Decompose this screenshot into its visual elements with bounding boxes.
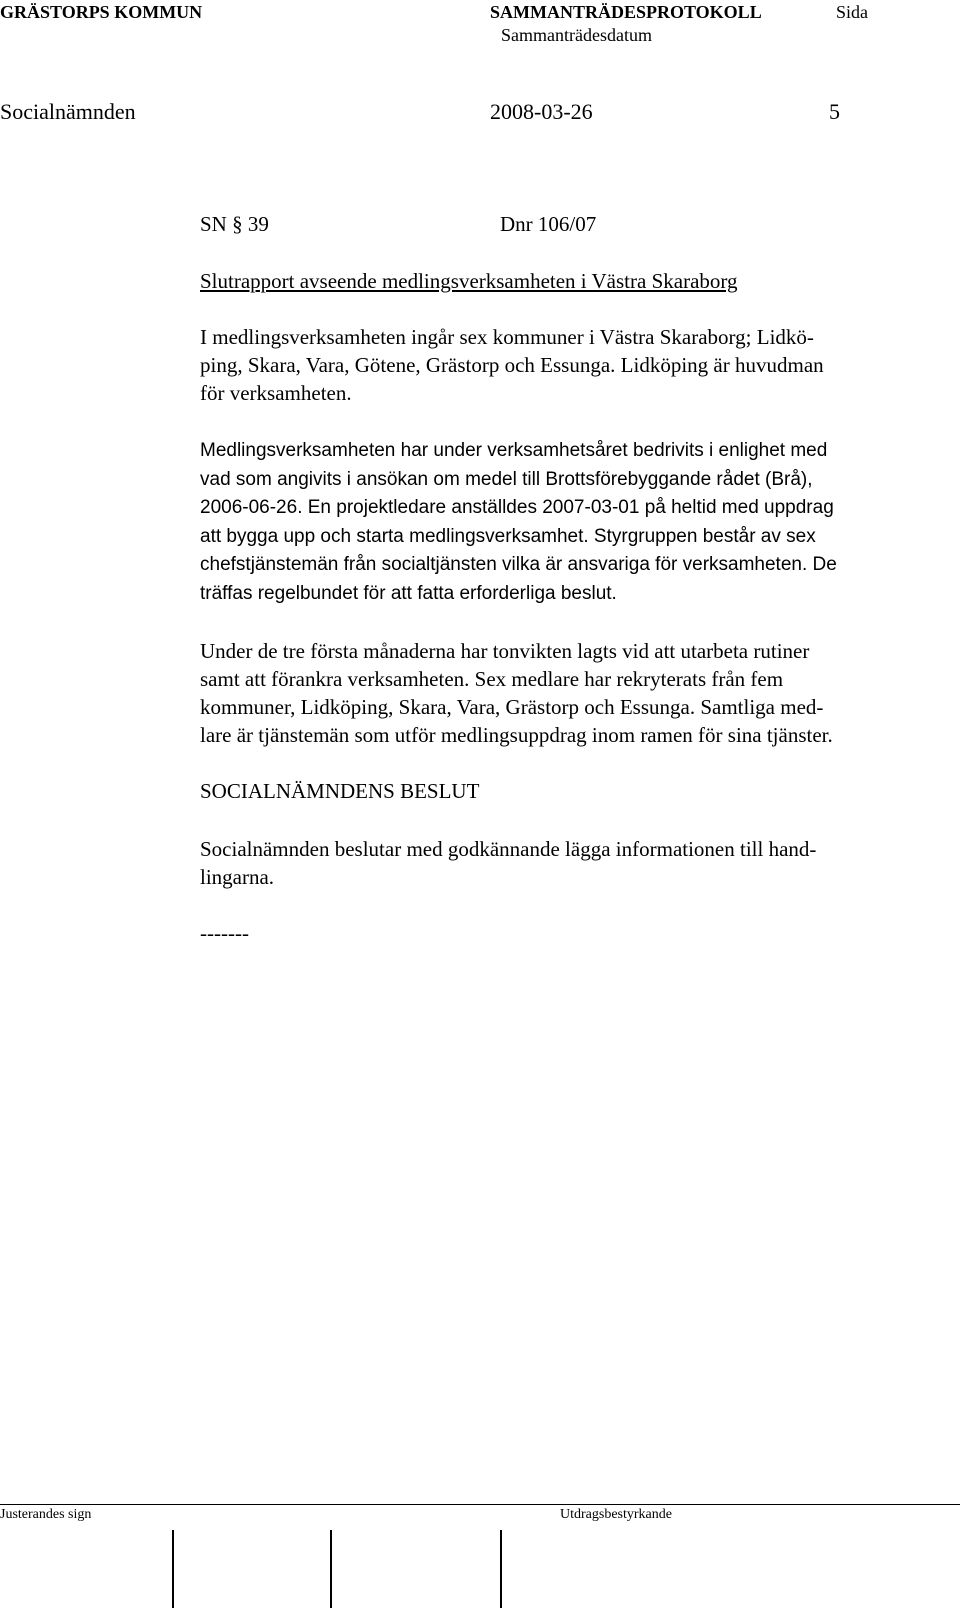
signature-box-divider: [500, 1530, 502, 1608]
paragraph-1: [200, 323, 824, 407]
signature-box-divider: [172, 1530, 174, 1608]
paragraph-3: [200, 637, 833, 749]
meeting-date-label: Sammanträdesdatum: [501, 25, 652, 45]
text-line: träffas regelbundet för att fatta erforderliga beslut.: [200, 582, 617, 604]
paragraph-2: [200, 437, 837, 608]
text-line: ping, Skara, Vara, Götene, Grästorp och Essunga. Lidköping är huvudman: [200, 353, 824, 377]
item-title: Slutrapport avseende medlingsverksamheten i Västra Skaraborg: [200, 269, 738, 293]
text-line: lare är tjänstemän som utför medlingsuppdrag inom ramen för sina tjänster.: [200, 723, 833, 747]
text-line: för verksamheten.: [200, 381, 352, 405]
text-line: 2006-06-26. En projektledare anställdes 2007-03-01 på heltid med uppdrag: [200, 497, 834, 518]
committee-name: Socialnämnden: [0, 99, 136, 124]
page-number: 5: [829, 99, 840, 124]
decision-text: [200, 835, 816, 891]
text-line: vad som angivits i ansökan om medel till Brottsförebyggande rådet (Brå),: [200, 468, 813, 490]
meeting-date: 2008-03-26: [490, 99, 593, 124]
justering-label: Justerandes sign: [0, 1507, 92, 1522]
dnr-number: Dnr 106/07: [500, 212, 597, 236]
text-line: I medlingsverksamheten ingår sex kommuner i Västra Skaraborg; Lidkö-: [200, 325, 814, 349]
utdrag-label: Utdragsbestyrkande: [560, 1507, 672, 1522]
protocol-title: SAMMANTRÄDESPROTOKOLL: [490, 2, 762, 22]
signature-box-divider: [330, 1530, 332, 1608]
text-line: Socialnämnden beslutar med godkännande lägga informationen till hand-: [200, 837, 817, 861]
text-line: att bygga upp och starta medlingsverksamhet. Styrgruppen består av sex: [200, 525, 816, 547]
municipality-name: GRÄSTORPS KOMMUN: [0, 2, 203, 22]
text-line: Under de tre första månaderna har tonvikten lagts vid att utarbeta rutiner: [200, 639, 810, 663]
text-line: lingarna.: [200, 865, 275, 889]
footer-divider: [0, 1504, 960, 1505]
text-line: chefstjänstemän från socialtjänsten vilka är ansvariga för verksamheten. De: [200, 554, 837, 575]
text-line: Medlingsverksamheten har under verksamhetsåret bedrivits i enlighet med: [200, 440, 828, 461]
text-line: samt att förankra verksamheten. Sex medlare har rekryterats från fem: [200, 667, 784, 691]
page-label: Sida: [836, 2, 869, 22]
section-number: SN § 39: [200, 212, 269, 236]
end-marker: -------: [200, 921, 249, 945]
decision-heading: SOCIALNÄMNDENS BESLUT: [200, 779, 480, 803]
text-line: kommuner, Lidköping, Skara, Vara, Grästorp och Essunga. Samtliga med-: [200, 695, 824, 719]
